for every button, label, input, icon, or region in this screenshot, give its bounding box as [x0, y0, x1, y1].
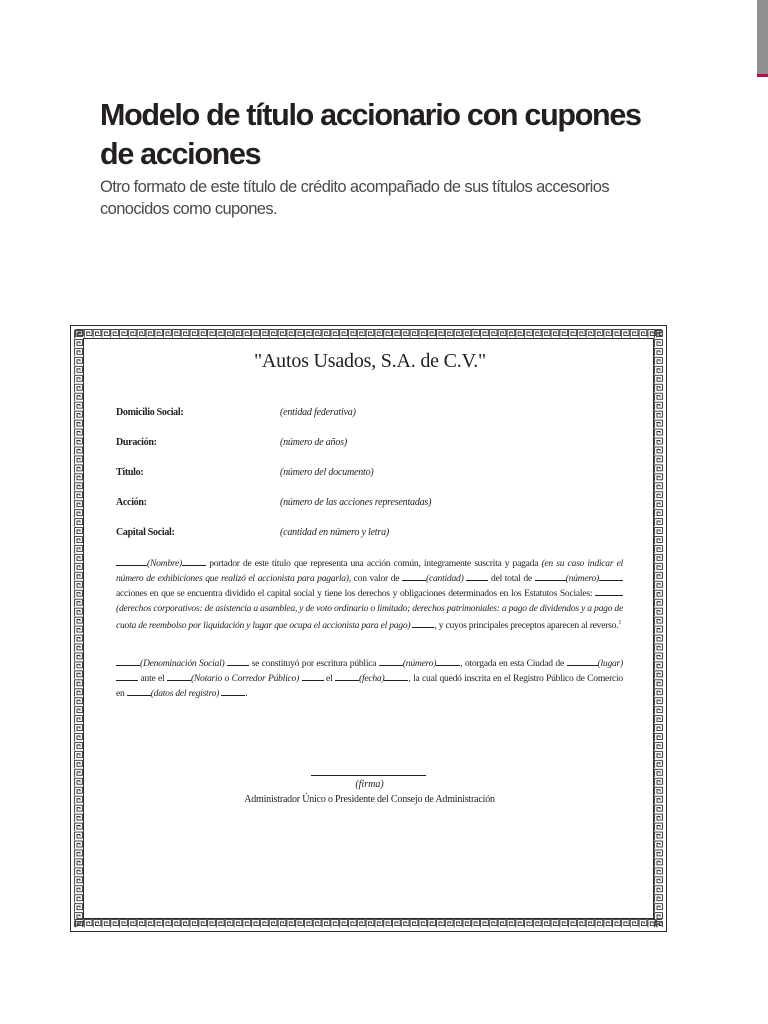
text-run: del total de: [488, 573, 535, 585]
field-value: (entidad federativa): [280, 407, 356, 418]
blank-line: [379, 656, 403, 666]
field-label: Duración:: [116, 437, 157, 448]
placeholder-fecha: (fecha): [359, 673, 385, 685]
page-title: Modelo de título accionario con cupones de acciones: [100, 98, 641, 171]
placeholder-notario: (Notario o Corredor Público): [190, 673, 300, 685]
field-label: Título:: [116, 467, 144, 478]
blank-line: [116, 656, 140, 666]
text-run: portador de este título que representa una acción común, íntegramente suscrita y pagada: [205, 558, 542, 569]
blank-line: [335, 671, 359, 681]
blank-line: [595, 586, 623, 596]
blank-line: [412, 618, 434, 628]
blank-line: [436, 656, 460, 666]
greek-key-border-right: [654, 330, 663, 927]
placeholder-derechos: (derechos corporativos: de asistencia a asamblea, y de voto ordinario o limitado; derechos patrimoniales: a pago de dividendos y a pago de cuota de reembolso por liquidación y lugar que ocupa el accionista para el pago): [116, 602, 623, 631]
placeholder-denominacion: (Denominación Social): [140, 658, 225, 669]
placeholder-numero: (número): [565, 573, 599, 585]
blank-line: [116, 556, 147, 566]
blank-line: [302, 671, 324, 681]
text-run: ante el: [138, 673, 167, 685]
field-label: Capital Social:: [116, 527, 175, 538]
side-tab-marker: [757, 0, 768, 76]
signature-label: (firma): [355, 779, 384, 790]
signature-role: Administrador Único o Presidente del Consejo de Administración: [244, 794, 495, 805]
field-label: Acción:: [116, 497, 147, 508]
field-label: Domicilio Social:: [116, 407, 184, 418]
greek-key-border-left: [74, 330, 83, 927]
blank-line: [167, 671, 191, 681]
greek-key-border-bottom: [75, 919, 662, 928]
text-run: , y cuyos principales preceptos aparecen al reverso.: [434, 620, 619, 631]
blank-line: [182, 556, 206, 566]
text-run: se constituyó por escritura pública: [249, 658, 379, 669]
placeholder-exhibiciones: (en su caso indicar el número de exhibiciones que realizó el accionista para pagarla): [116, 558, 623, 585]
greek-key-border-top: [75, 329, 662, 338]
text-run: , la cual quedó inscrita en el Registro Público de Comercio en: [116, 673, 623, 700]
text-run: .: [245, 688, 248, 700]
page-subtitle: Otro formato de este título de crédito acompañado de sus títulos accesorios conocidos como cupones.: [100, 178, 609, 218]
placeholder-nombre: (Nombre): [147, 558, 182, 569]
text-run: , otorgada en esta Ciudad de: [460, 658, 567, 669]
blank-line: [402, 571, 426, 581]
placeholder-lugar: (lugar): [597, 658, 623, 669]
blank-line: [567, 656, 598, 666]
blank-line: [116, 671, 138, 681]
blank-line: [466, 571, 488, 581]
blank-line: [599, 571, 623, 581]
blank-line: [535, 571, 566, 581]
text-run: el: [323, 673, 335, 685]
field-value: (cantidad en número y letra): [280, 527, 389, 538]
company-name: "Autos Usados, S.A. de C.V.": [253, 350, 487, 372]
field-value: (número de las acciones representadas): [280, 497, 432, 508]
placeholder-datos-registro: (datos del registro): [150, 688, 220, 700]
text-run: acciones en que se encuentra dividido el capital social y tiene los derechos y obligaciones determinados en los Estatutos Sociales:: [116, 588, 595, 600]
footnote-marker: 1: [618, 619, 622, 626]
side-tab-accent: [757, 74, 768, 77]
field-value: (número de años): [280, 437, 347, 448]
constitution-paragraph: [116, 656, 623, 702]
placeholder-cantidad: (cantidad): [426, 573, 464, 585]
blank-line: [221, 686, 245, 696]
holder-paragraph: [116, 556, 623, 633]
field-value: (número del documento): [280, 467, 374, 478]
blank-line: [384, 671, 408, 681]
text-run: , con valor de: [348, 573, 403, 585]
blank-line: [227, 656, 249, 666]
placeholder-numero: (número): [402, 658, 437, 669]
blank-line: [127, 686, 151, 696]
signature-line: [311, 775, 426, 776]
